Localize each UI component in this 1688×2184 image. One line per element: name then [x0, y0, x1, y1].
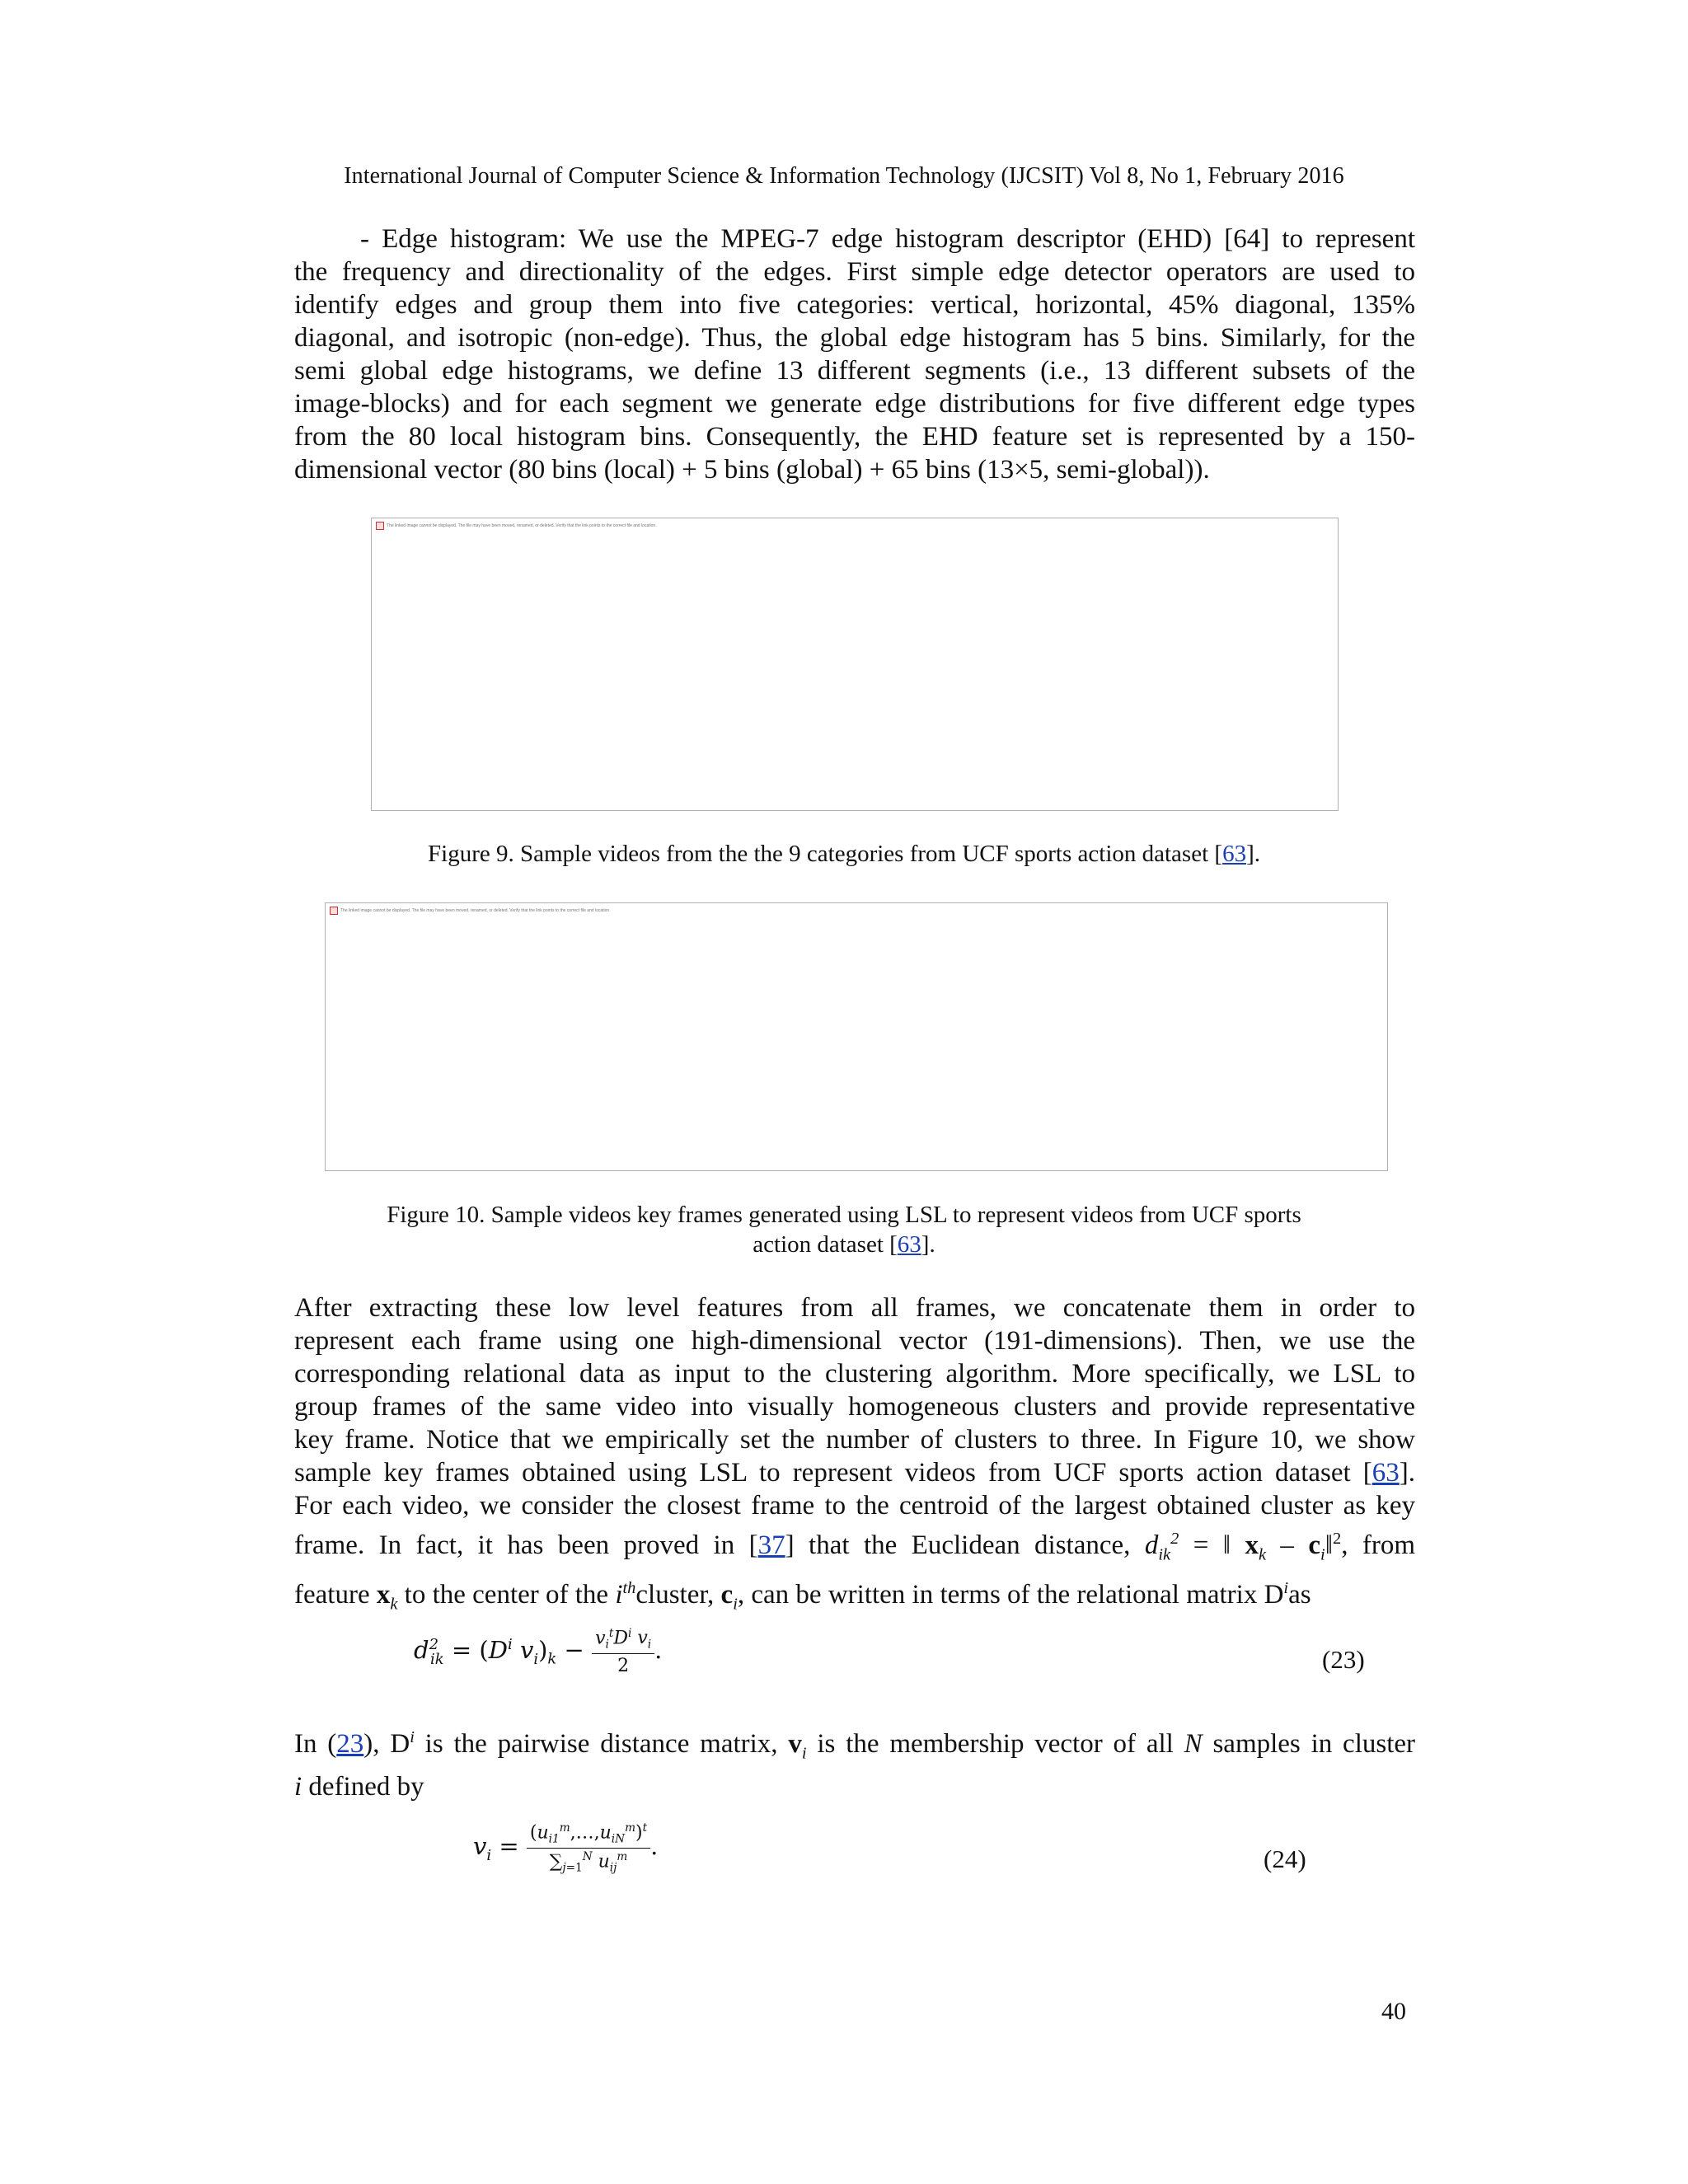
citation-link[interactable]: 37 — [757, 1530, 785, 1560]
text-span: defined by — [308, 1771, 424, 1802]
text-line: In (23), $D^i$ is the pairwise distance matrix, $v_i$ is the membership vector of all N samples in cluster — [294, 1728, 1416, 1763]
broken-image-icon — [376, 522, 384, 530]
broken-image-text: The linked image cannot be displayed. The file may have been moved, renamed, or deleted. Verify that the link points to the correct file and location. — [387, 523, 657, 528]
text-span: , from — [1341, 1530, 1416, 1560]
text-line: represent each frame using one high-dimensional vector (191-dimensions). Then, we use the — [294, 1326, 1415, 1356]
text-line: identify edges and group them into five categories: vertical, horizontal, 45% diagonal, 135% — [294, 290, 1415, 320]
text-span: samples in cluster — [1212, 1729, 1416, 1759]
text-line: diagonal, and isotropic (non-edge). Thus, the global edge histogram has 5 bins. Similarly, for the — [294, 323, 1415, 353]
text-span: feature — [294, 1579, 370, 1610]
page-number: 40 — [1381, 1998, 1406, 2025]
figure-10-image-placeholder — [325, 902, 1388, 1171]
running-header: International Journal of Computer Science & Information Technology (IJCSIT) Vol 8, No 1, February 2016 — [344, 163, 1344, 189]
text-line: the frequency and directionality of the edges. First simple edge detector operators are used to — [294, 257, 1415, 287]
text-line: - Edge histogram: We use the MPEG-7 edge histogram descriptor (EHD) [64] to represent — [360, 224, 1415, 254]
paragraph-lsl-keyframes — [294, 1291, 1415, 1620]
citation-link[interactable]: 63 — [1372, 1458, 1400, 1488]
caption-line: Figure 10. Sample videos key frames generated using LSL to represent videos from UCF sports — [387, 1202, 1301, 1228]
inline-math: $d_{ik}^2$ — [1144, 1530, 1179, 1564]
broken-image-text: The linked image cannot be displayed. The file may have been moved, renamed, or deleted. Verify that the link points to the correct file and location. — [340, 908, 611, 913]
text-line: feature $x_k$ to the center of the $i^{th}cluster$, $c_i$, can be written in terms of the relational matrix $D^ias$ — [294, 1578, 1311, 1614]
equation-23: $d^2_{ik} = (D^i$ $v_i)_k$ − $\frac{v_i^tD^i v_i}{2}$ . — [414, 1627, 663, 1676]
citation-link[interactable]: 23 — [336, 1729, 364, 1759]
equation-24: $v_i$ = $\frac{(u_{i1}^m,\dots,u_{iN}^m)^t}{\sum_{j=1}^N u_{ij}^m}$ . — [473, 1821, 659, 1875]
text-line: dimensional vector (80 bins (local) + 5 bins (global) + 65 bins (13×5, semi-global)). — [294, 455, 1210, 485]
figure-9-caption — [0, 839, 1688, 869]
text-line — [294, 1456, 1415, 1489]
text-line: corresponding relational data as input to the clustering algorithm. More specifically, we LSL to — [294, 1359, 1415, 1389]
text-line: key frame. Notice that we empirically set the number of clusters to three. In Figure 10, we show — [294, 1425, 1415, 1455]
equation-number-23: (23) — [1322, 1645, 1365, 1674]
text-line: After extracting these low level features from all frames, we concatenate them in order to — [294, 1293, 1415, 1323]
text-span: N — [1184, 1729, 1203, 1759]
text-span: frame. In fact, it has been proved in [ — [294, 1530, 758, 1560]
figure-9-image-placeholder — [371, 518, 1339, 811]
text-line: frame. In fact, it has been proved in [37] that the Euclidean distance, $d_{ik}^2$ = ‖ $x_k$ – $c_i‖^2$, from — [294, 1530, 1416, 1564]
paragraph-edge-histogram — [294, 223, 1415, 486]
text-span: is the pairwise distance matrix, — [414, 1729, 778, 1759]
text-line: from the 80 local histogram bins. Consequently, the EHD feature set is represented by a 150- — [294, 422, 1415, 452]
figure-10-caption — [0, 1200, 1688, 1259]
text-span: , can be written in terms of the relational matrix D — [737, 1579, 1284, 1610]
caption-line — [0, 1230, 1688, 1259]
caption-text: Figure 9. Sample videos from the the 9 categories from UCF sports action dataset [ — [428, 841, 1223, 867]
text-span: is the membership vector of all — [817, 1729, 1174, 1759]
text-span: as — [1288, 1579, 1311, 1610]
equation-number-24: (24) — [1264, 1844, 1306, 1873]
text-line: i defined by — [294, 1771, 424, 1802]
broken-image-notice — [330, 907, 611, 915]
equation-fraction: $\frac{(u_{i1}^m,\dots,u_{iN}^m)^t}{\sum_{j=1}^N u_{ij}^m}$ — [527, 1821, 650, 1874]
citation-link[interactable]: 63 — [1222, 841, 1247, 867]
paragraph-membership-vector — [294, 1721, 1415, 1803]
text-span: ), D — [363, 1729, 410, 1759]
text-line: semi global edge histograms, we define 13 different segments (i.e., 13 different subsets of the — [294, 356, 1415, 386]
text-span: In ( — [294, 1729, 337, 1759]
text-span: ] that the Euclidean distance, — [785, 1530, 1131, 1560]
caption-text: ]. — [1246, 841, 1260, 867]
caption-text: ]. — [921, 1231, 935, 1258]
text-line: For each video, we consider the closest frame to the centroid of the largest obtained cluster as key — [294, 1491, 1415, 1521]
citation-link[interactable]: 63 — [897, 1231, 921, 1258]
text-span: to the center of the — [404, 1579, 609, 1610]
caption-text: action dataset [ — [753, 1231, 898, 1258]
text-span: cluster, — [635, 1579, 715, 1610]
text-span: ]. — [1399, 1458, 1415, 1488]
broken-image-icon — [330, 907, 338, 915]
text-line: image-blocks) and for each segment we generate edge distributions for five different edge types — [294, 389, 1415, 419]
broken-image-notice — [376, 522, 657, 530]
text-span: sample key frames obtained using LSL to represent videos from UCF sports action dataset [ — [294, 1458, 1372, 1488]
equation-fraction: $\frac{v_i^tD^i v_i}{2}$ — [592, 1627, 654, 1676]
text-line: group frames of the same video into visually homogeneous clusters and provide representative — [294, 1392, 1415, 1422]
